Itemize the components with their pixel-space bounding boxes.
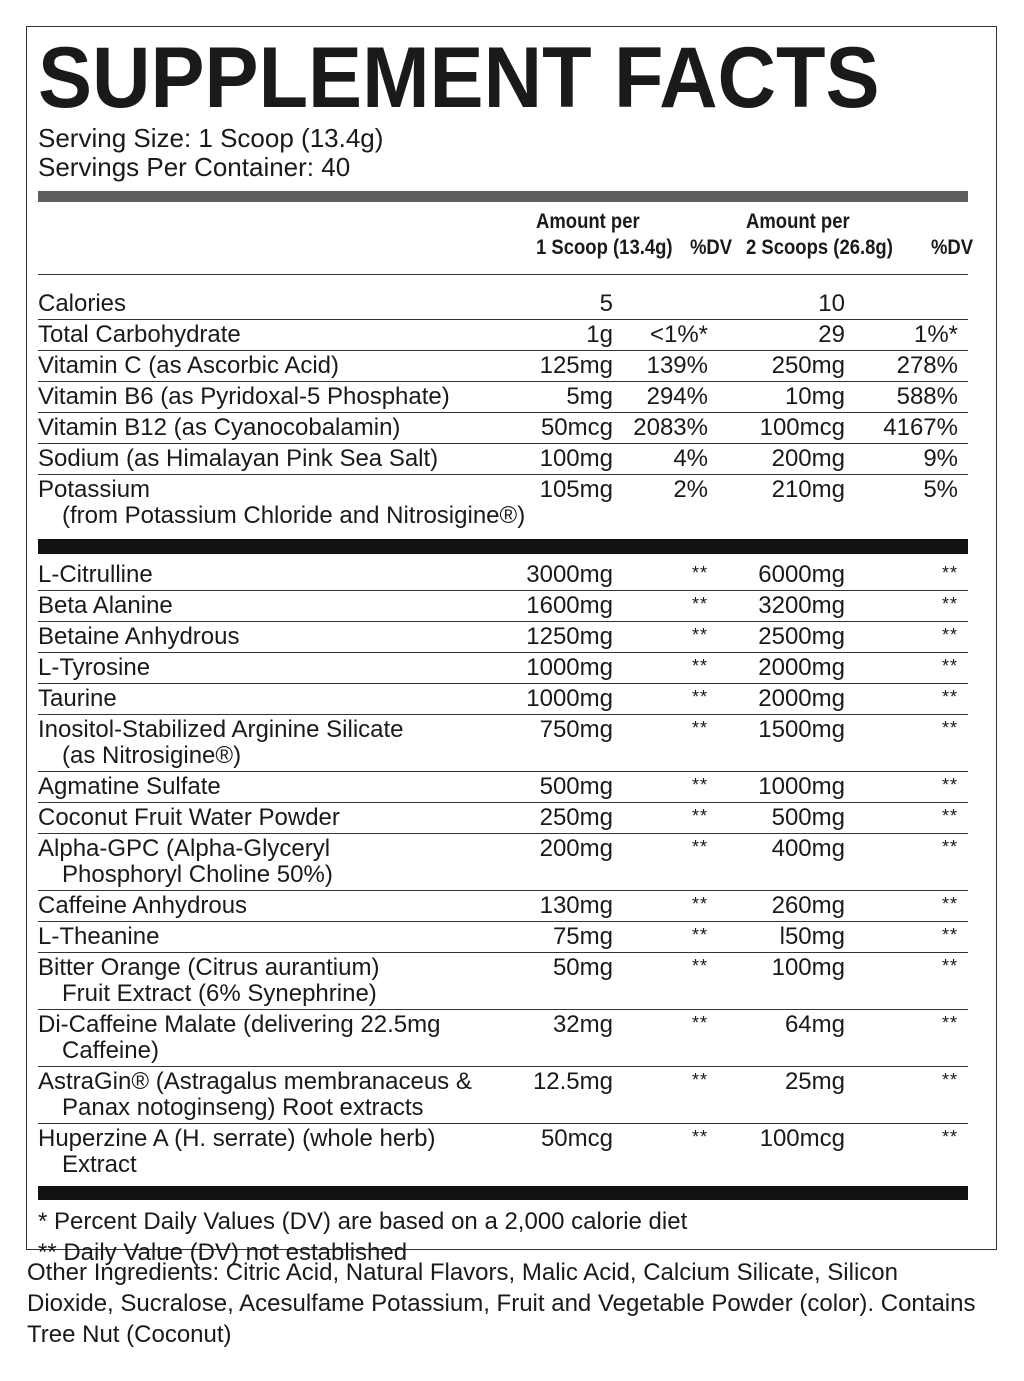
dv-per-two-scoops: 5%: [923, 476, 958, 503]
amount-per-two-scoops: 100mcg: [759, 1125, 845, 1152]
amount-per-two-scoops: 1000mg: [758, 773, 845, 800]
ingredient-name: [38, 805, 508, 831]
supplement-facts-panel: [26, 26, 997, 1266]
table-row: [38, 444, 968, 475]
amount-per-two-scoops: 10mg: [784, 383, 845, 410]
amount-per-scoop: 200mg: [539, 835, 613, 862]
ingredient-name-text: Huperzine A (H. serrate) (whole herb): [38, 1125, 436, 1152]
dv-per-scoop: 139%: [646, 352, 708, 379]
dv-header: %DV: [690, 236, 733, 259]
ingredient-name-text: Inositol-Stabilized Arginine Silicate: [38, 716, 404, 743]
amount-per-scoop: 50mcg: [540, 1125, 613, 1152]
amount-per-scoop: 1250mg: [526, 623, 613, 650]
ingredient-name: [38, 446, 508, 472]
table-row: [38, 684, 968, 715]
dv-per-two-scoops: 1%*: [913, 321, 958, 348]
ingredient-name-text: Total Carbohydrate: [38, 321, 241, 348]
dv-per-two-scoops: **: [941, 806, 958, 826]
dv-per-scoop: **: [691, 837, 708, 857]
amount-per-two-scoops: 400mg: [771, 835, 845, 862]
amount-per-two-scoops: 500mg: [771, 804, 845, 831]
dv-per-two-scoops: **: [941, 563, 958, 583]
amount-per-two-scoops: 2500mg: [758, 623, 845, 650]
dv-per-scoop: **: [691, 1013, 708, 1033]
ingredient-name-text: L-Tyrosine: [38, 654, 151, 681]
ingredient-name-text: Taurine: [38, 685, 117, 712]
ingredient-name-text: Potassium: [38, 476, 151, 503]
dv-per-scoop: 2%: [673, 476, 708, 503]
amount-per-scoop: 100mg: [539, 445, 613, 472]
ingredient-name-text: Vitamin B6 (as Pyridoxal-5 Phosphate): [38, 383, 450, 410]
amount-per-two-scoops: 2000mg: [758, 654, 845, 681]
table-row: [38, 475, 968, 531]
amount-header-line: 1 Scoop (13.4g): [536, 236, 673, 259]
ingredient-name: [38, 593, 508, 619]
amount-per-scoop: 1600mg: [526, 592, 613, 619]
dv-per-two-scoops: **: [941, 656, 958, 676]
ingredient-name-text: Vitamin B12 (as Cyanocobalamin): [38, 414, 401, 441]
ingredient-source-text: Fruit Extract (6% Synephrine): [62, 980, 377, 1007]
table-row: [38, 1067, 968, 1124]
amount-per-scoop: 1000mg: [526, 654, 613, 681]
ingredient-name-text: Betaine Anhydrous: [38, 623, 240, 650]
amount-per-two-scoops: 1500mg: [758, 716, 845, 743]
amount-per-scoop: 105mg: [539, 476, 613, 503]
ingredient-name-text: Caffeine Anhydrous: [38, 892, 248, 919]
ingredient-name-text: Calories: [38, 290, 127, 317]
dv-footnote: * Percent Daily Values (DV) are based on a 2,000 calorie diet: [38, 1208, 688, 1235]
amount-per-two-scoops: 10: [818, 290, 845, 317]
ingredient-name: [38, 836, 508, 888]
dv-per-two-scoops: 278%: [896, 352, 958, 379]
table-row: [38, 289, 968, 320]
dv-not-established-footnote: ** Daily Value (DV) not established: [38, 1239, 408, 1266]
ingredient-name: [38, 955, 508, 1007]
amount-header-line: Amount per: [536, 210, 640, 233]
amount-per-two-scoops: 29: [818, 321, 845, 348]
amount-per-two-scoops: 100mcg: [759, 414, 845, 441]
table-row: [38, 772, 968, 803]
table-row: [38, 803, 968, 834]
dv-header: %DV: [931, 236, 974, 259]
dv-per-two-scoops: **: [941, 687, 958, 707]
ingredient-name: [38, 774, 508, 800]
dv-per-two-scoops: **: [941, 1013, 958, 1033]
ingredient-name-text: AstraGin® (Astragalus membranaceus &: [38, 1068, 472, 1095]
amount-per-two-scoops: 250mg: [771, 352, 845, 379]
amount-per-scoop: 50mcg: [540, 414, 613, 441]
amount-per-scoop: 125mg: [539, 352, 613, 379]
amount-per-two-scoops: 200mg: [771, 445, 845, 472]
amount-per-scoop: 1g: [586, 321, 613, 348]
table-row: [38, 922, 968, 953]
nutrient-table: [38, 289, 968, 531]
table-row: [38, 653, 968, 684]
amount-per-scoop: 50mg: [552, 954, 613, 981]
ingredient-source-text: Phosphoryl Choline 50%): [62, 861, 333, 888]
amount-per-scoop: 3000mg: [526, 561, 613, 588]
dv-per-scoop: **: [691, 656, 708, 676]
ingredient-name-text: L-Citrulline: [38, 561, 153, 588]
dv-per-scoop: **: [691, 687, 708, 707]
amount-per-two-scoops: 100mg: [771, 954, 845, 981]
table-row: [38, 1124, 968, 1180]
dv-per-two-scoops: **: [941, 775, 958, 795]
ingredient-name: [38, 477, 525, 529]
ingredient-table: [38, 560, 968, 1180]
dv-per-two-scoops: **: [941, 1070, 958, 1090]
dv-per-two-scoops: **: [941, 625, 958, 645]
ingredient-source-text: (from Potassium Chloride and Nitrosigine®): [62, 502, 526, 529]
ingredient-name-text: Agmatine Sulfate: [38, 773, 221, 800]
dv-per-scoop: <1%*: [649, 321, 708, 348]
dv-per-scoop: 294%: [646, 383, 708, 410]
table-row: [38, 715, 968, 772]
ingredient-source-text: Panax notoginseng) Root extracts: [62, 1094, 424, 1121]
dv-per-scoop: **: [691, 625, 708, 645]
column-header: [38, 202, 974, 275]
amount-per-scoop: 750mg: [539, 716, 613, 743]
amount-per-two-scoops: 6000mg: [758, 561, 845, 588]
table-row: [38, 834, 968, 891]
ingredient-name-text: Sodium (as Himalayan Pink Sea Salt): [38, 445, 439, 472]
amount-per-two-scoops: l50mg: [779, 923, 845, 950]
ingredient-name: [38, 624, 508, 650]
ingredient-name: [38, 1069, 508, 1121]
ingredient-name: [38, 322, 508, 348]
amount-per-two-scoops: 3200mg: [758, 592, 845, 619]
divider-bar: [38, 191, 968, 202]
ingredient-name-text: Coconut Fruit Water Powder: [38, 804, 340, 831]
table-row: [38, 953, 968, 1010]
amount-per-scoop: 75mg: [552, 923, 613, 950]
dv-per-two-scoops: **: [941, 894, 958, 914]
serving-size: Serving Size: 1 Scoop (13.4g): [38, 123, 384, 153]
table-row: [38, 351, 968, 382]
ingredient-name: [38, 415, 508, 441]
ingredient-name-text: L-Theanine: [38, 923, 160, 950]
ingredient-name: [38, 291, 508, 317]
ingredient-name: [38, 924, 508, 950]
dv-per-two-scoops: 4167%: [883, 414, 958, 441]
amount-per-scoop: 1000mg: [526, 685, 613, 712]
table-row: [38, 1010, 968, 1067]
dv-per-scoop: **: [691, 775, 708, 795]
ingredient-name: [38, 1012, 508, 1064]
amount-per-scoop: 5: [599, 290, 613, 317]
dv-per-scoop: **: [691, 894, 708, 914]
dv-per-two-scoops: **: [941, 1127, 958, 1147]
dv-per-two-scoops: **: [941, 837, 958, 857]
dv-per-scoop: **: [691, 1127, 708, 1147]
dv-per-two-scoops: **: [941, 925, 958, 945]
ingredient-name-text: Alpha-GPC (Alpha-Glyceryl: [38, 835, 331, 862]
ingredient-source-text: Extract: [62, 1151, 137, 1178]
ingredient-name: [38, 1126, 508, 1178]
amount-per-two-scoops: 2000mg: [758, 685, 845, 712]
ingredient-name-text: Vitamin C (as Ascorbic Acid): [38, 352, 339, 379]
amount-per-scoop: 32mg: [552, 1011, 613, 1038]
table-row: [38, 382, 968, 413]
label-title: SUPPLEMENT FACTS: [38, 30, 880, 127]
ingredient-name-text: Di-Caffeine Malate (delivering 22.5mg: [38, 1011, 441, 1038]
table-row: [38, 560, 968, 591]
amount-header-line: 2 Scoops (26.8g): [746, 236, 893, 259]
table-row: [38, 891, 968, 922]
dv-per-scoop: **: [691, 806, 708, 826]
dv-per-scoop: **: [691, 1070, 708, 1090]
table-row: [38, 320, 968, 351]
dv-per-scoop: **: [691, 563, 708, 583]
dv-per-scoop: **: [691, 956, 708, 976]
table-row: [38, 622, 968, 653]
amount-per-two-scoops-header: [746, 209, 893, 261]
ingredient-name: [38, 353, 508, 379]
servings-per-container: Servings Per Container: 40: [38, 152, 351, 182]
ingredient-name: [38, 686, 508, 712]
ingredient-source-text: (as Nitrosigine®): [62, 742, 242, 769]
table-row: [38, 413, 968, 444]
ingredient-name: [38, 655, 508, 681]
amount-per-scoop: 5mg: [566, 383, 613, 410]
amount-per-two-scoops: 210mg: [771, 476, 845, 503]
amount-per-two-scoops: 260mg: [771, 892, 845, 919]
thick-divider: [38, 1186, 968, 1200]
amount-per-scoop: 250mg: [539, 804, 613, 831]
amount-per-scoop-header: [536, 209, 673, 261]
ingredient-name-text: Bitter Orange (Citrus aurantium): [38, 954, 380, 981]
dv-per-scoop: **: [691, 718, 708, 738]
amount-per-scoop: 12.5mg: [532, 1068, 613, 1095]
table-row: [38, 591, 968, 622]
ingredient-name: [38, 384, 508, 410]
other-ingredients: Other Ingredients: Citric Acid, Natural Flavors, Malic Acid, Calcium Silicate, Silicon Dioxide, Sucralose, Acesulfame Potassium, Fruit and Vegetable Powder (color). Contains Tree Nut (Coconut): [27, 1259, 976, 1348]
amount-per-two-scoops: 25mg: [784, 1068, 845, 1095]
amount-per-scoop: 130mg: [539, 892, 613, 919]
dv-per-two-scoops: **: [941, 956, 958, 976]
dv-per-two-scoops: **: [941, 718, 958, 738]
thick-divider: [38, 539, 968, 554]
dv-per-two-scoops: 9%: [923, 445, 958, 472]
amount-per-scoop: 500mg: [539, 773, 613, 800]
ingredient-name: [38, 717, 508, 769]
ingredient-name-text: Beta Alanine: [38, 592, 173, 619]
ingredient-name: [38, 562, 508, 588]
dv-per-scoop: **: [691, 925, 708, 945]
amount-header-line: Amount per: [746, 210, 850, 233]
dv-per-two-scoops: **: [941, 594, 958, 614]
dv-per-two-scoops: 588%: [896, 383, 958, 410]
dv-per-scoop: **: [691, 594, 708, 614]
dv-per-scoop: 2083%: [633, 414, 708, 441]
ingredient-source-text: Caffeine): [62, 1037, 159, 1064]
dv-per-scoop: 4%: [673, 445, 708, 472]
amount-per-two-scoops: 64mg: [784, 1011, 845, 1038]
ingredient-name: [38, 893, 508, 919]
